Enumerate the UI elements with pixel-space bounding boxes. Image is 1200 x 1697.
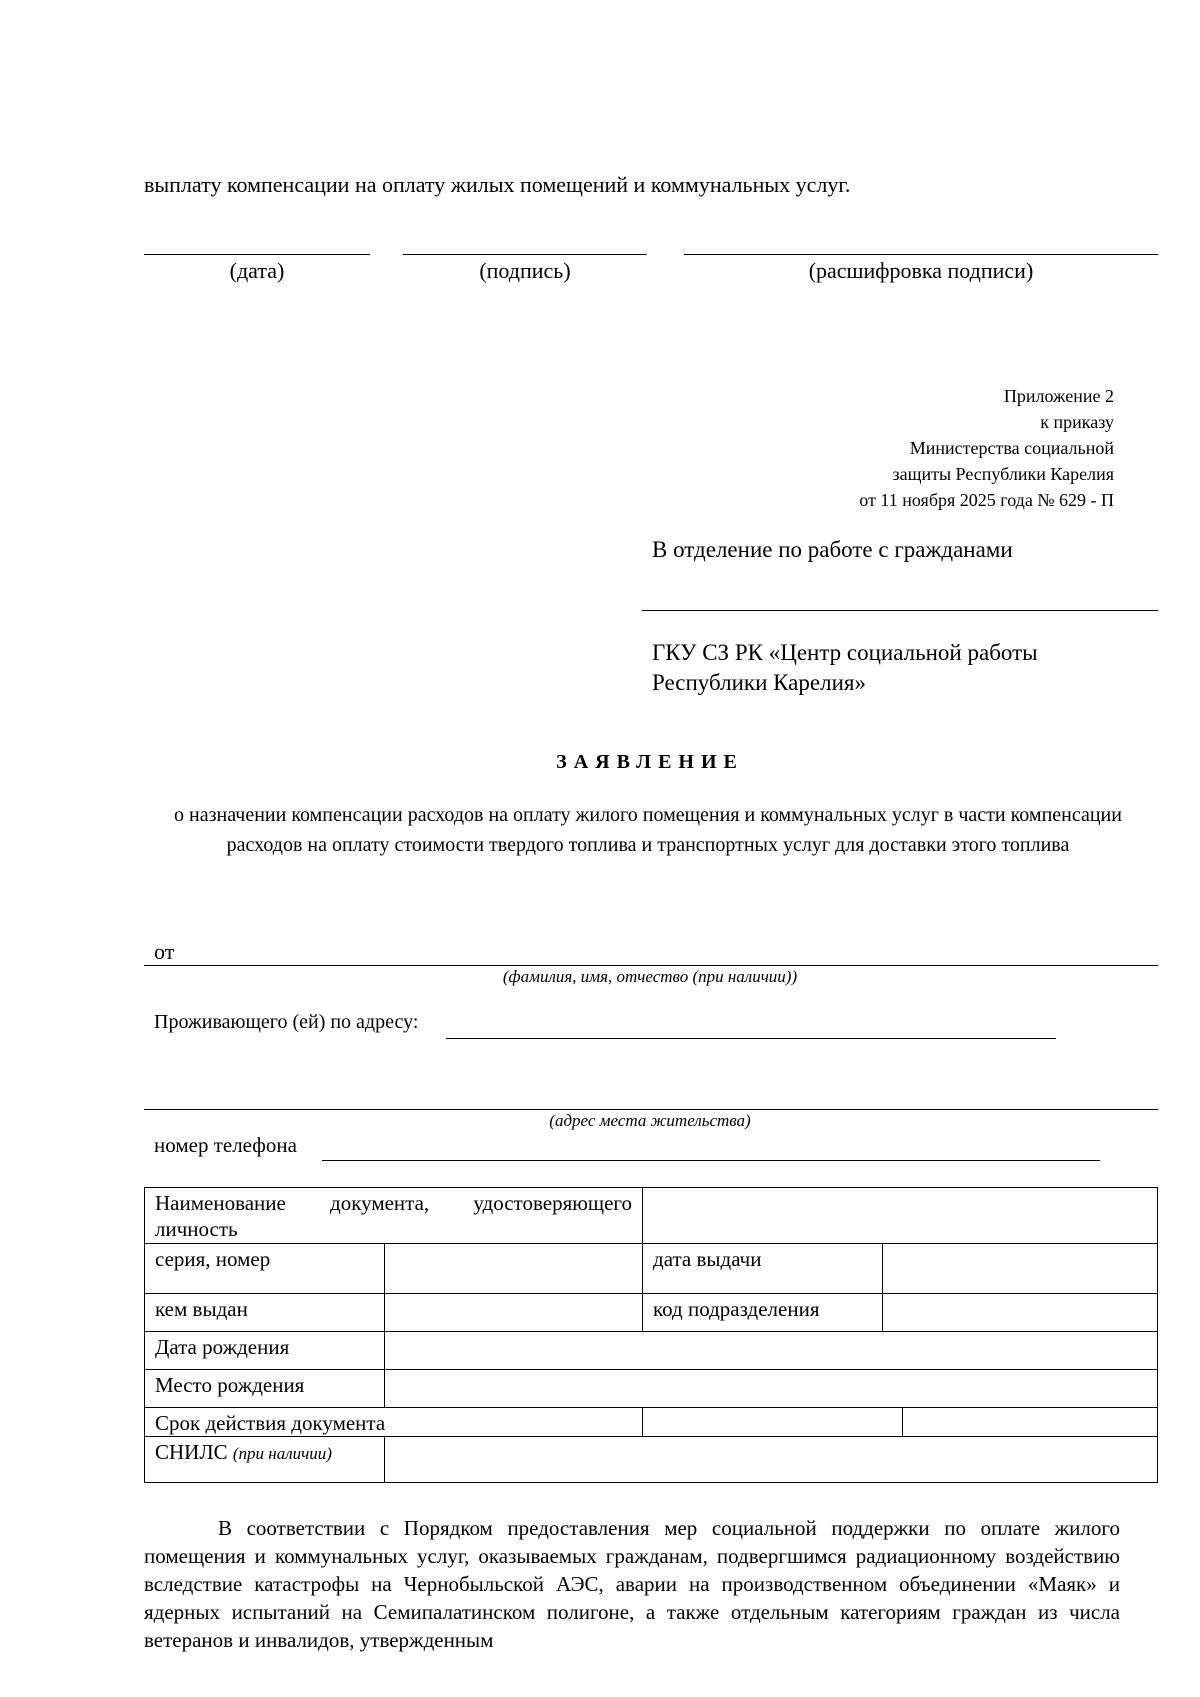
fio-line[interactable] [144, 965, 1158, 966]
series-number-label: серия, номер [145, 1244, 385, 1294]
phone-label: номер телефона [154, 1133, 297, 1157]
address-line-1[interactable] [446, 1038, 1056, 1039]
org-line: Республики Карелия» [652, 670, 866, 695]
doc-name-label: Наименование документа, удостоверяющего личность [145, 1188, 643, 1244]
addressee-org [652, 638, 1038, 698]
date-line [144, 254, 370, 255]
org-line: ГКУ СЗ РК «Центр социальной работы [652, 640, 1038, 665]
appendix-line: Приложение 2 [1003, 386, 1114, 406]
table-row [145, 1244, 1158, 1294]
addressee-dept: В отделение по работе с гражданами [652, 537, 1013, 562]
signature-line [403, 254, 647, 255]
table-row [145, 1294, 1158, 1332]
validity-label: Срок действия документа [145, 1408, 643, 1437]
date-label: (дата) [229, 258, 285, 283]
series-number-cell[interactable] [385, 1244, 643, 1294]
validity-from-cell[interactable] [643, 1408, 903, 1437]
address-line-2[interactable] [144, 1109, 1158, 1110]
appendix-line: от 11 ноября 2025 года № 629 - П [859, 490, 1114, 510]
snils-note: (при наличии) [232, 1444, 332, 1463]
signature-label: (подпись) [479, 258, 571, 283]
appendix-header [754, 383, 1114, 513]
birth-place-cell[interactable] [385, 1370, 1158, 1408]
birth-place-label: Место рождения [145, 1370, 385, 1408]
issued-by-cell[interactable] [385, 1294, 643, 1332]
birth-date-cell[interactable] [385, 1332, 1158, 1370]
issued-by-label: кем выдан [145, 1294, 385, 1332]
table-row [145, 1332, 1158, 1370]
addressee-fill-line[interactable] [642, 610, 1158, 611]
validity-to-cell[interactable] [903, 1408, 1158, 1437]
table-row [145, 1370, 1158, 1408]
signature-decode-line [684, 254, 1158, 255]
phone-line[interactable] [322, 1160, 1100, 1161]
snils-label: СНИЛС [155, 1440, 228, 1464]
body-paragraph: В соответствии с Порядком предоставления мер социальной поддержки по оплате жилого помещения и коммунальных услуг, оказываемых гражданам, подвергшимся радиационному воздействию вследствие катастрофы на Чернобыльской АЭС, аварии на производственном объединении «Маяк» и ядерных испытаний на Семипалатинском полигоне, а также отдельным категориям граждан из числа ветеранов и инвалидов, утвержденным [144, 1516, 1120, 1652]
issue-date-label: дата выдачи [643, 1244, 883, 1294]
issue-date-cell[interactable] [883, 1244, 1158, 1294]
document-subtitle: о назначении компенсации расходов на оплату жилого помещения и коммунальных услуг в части компенсации расходов на оплату стоимости твердого топлива и транспортных услуг для доставки этого топлива [174, 804, 1122, 856]
doc-name-cell[interactable] [643, 1188, 1158, 1244]
table-row [145, 1437, 1158, 1483]
id-document-table [144, 1187, 1158, 1483]
table-row [145, 1408, 1158, 1437]
snils-cell[interactable] [385, 1437, 1158, 1483]
address-label: Проживающего (ей) по адресу: [154, 1011, 419, 1033]
appendix-line: к приказу [1040, 412, 1114, 432]
document-title: ЗАЯВЛЕНИЕ [556, 751, 744, 773]
continuation-text: выплату компенсации на оплату жилых помещений и коммунальных услуг. [144, 172, 851, 197]
birth-date-label: Дата рождения [145, 1332, 385, 1370]
division-code-cell[interactable] [883, 1294, 1158, 1332]
signature-decode-label: (расшифровка подписи) [808, 258, 1034, 283]
fio-hint: (фамилия, имя, отчество (при наличии)) [502, 967, 798, 986]
appendix-line: защиты Республики Карелия [892, 464, 1114, 484]
snils-label-cell [145, 1437, 385, 1483]
table-row [145, 1188, 1158, 1244]
from-label: от [154, 939, 175, 964]
division-code-label: код подразделения [643, 1294, 883, 1332]
appendix-line: Министерства социальной [909, 438, 1114, 458]
address-hint: (адрес места жительства) [549, 1111, 751, 1130]
